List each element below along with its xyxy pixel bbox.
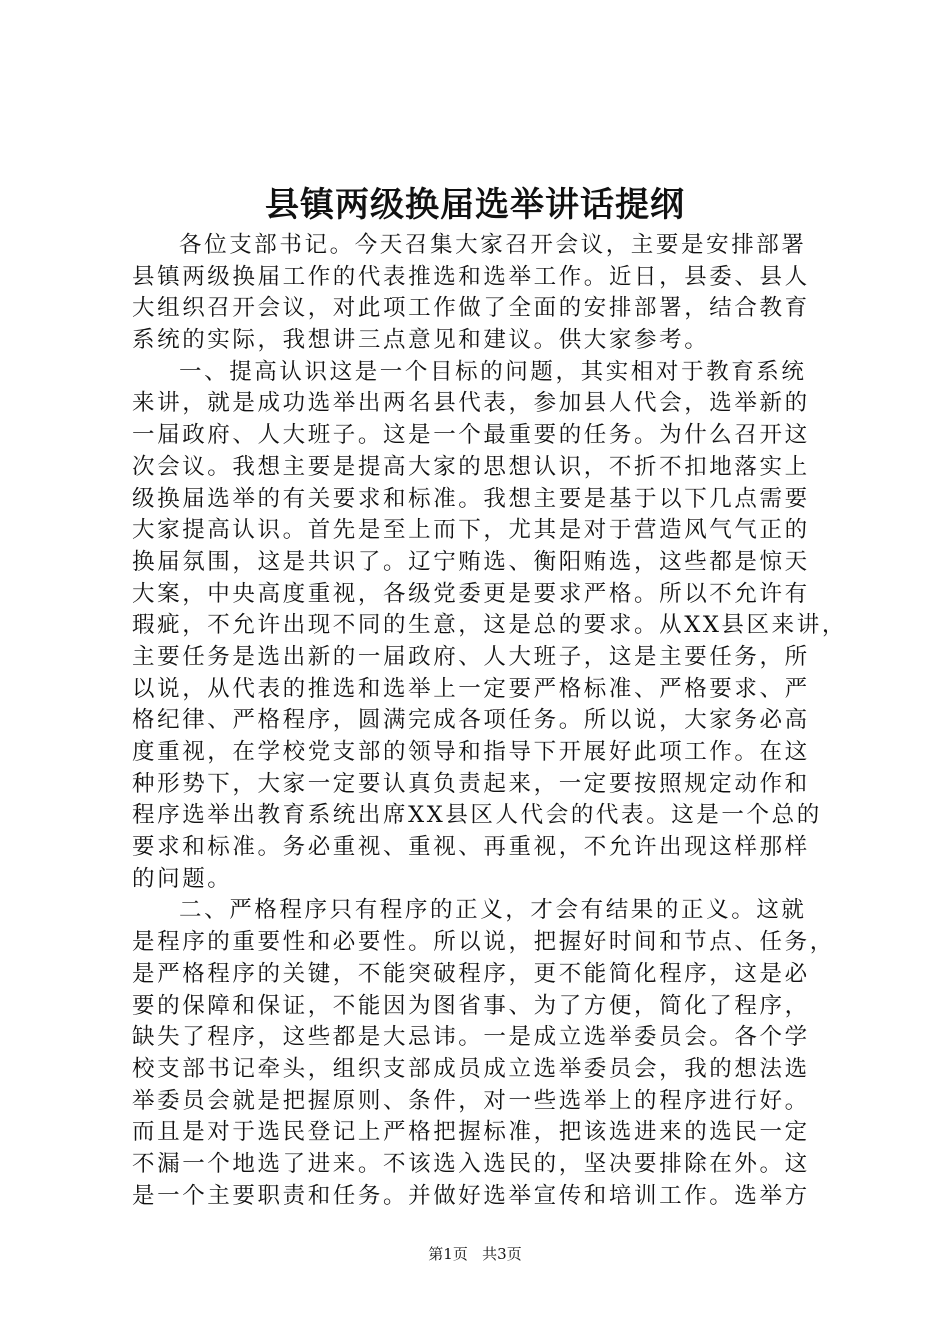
paragraph-line: 换届氛围，这是共识了。辽宁贿选、衡阳贿选，这些都是惊天 [132,548,810,575]
paragraph-line: 种形势下，大家一定要认真负责起来，一定要按照规定动作和 [132,770,810,797]
page-number: 第1页 [428,1245,468,1263]
paragraph-line: 各位支部书记。今天召集大家召开会议，主要是安排部署 [179,232,807,258]
paragraph-line: 大案，中央高度重视，各级党委更是要求严格。所以不允许有 [132,580,810,607]
paragraph-line: 一、提高认识这是一个目标的问题，其实相对于教育系统 [179,358,807,385]
document-body [132,230,847,1212]
paragraph-line: 度重视，在学校党支部的领导和指导下开展好此项工作。在这 [132,739,810,765]
document-title: 县镇两级换届选举讲话提纲 [265,185,685,225]
paragraph-line: 以说，从代表的推选和选举上一定要严格标准、严格要求、严 [132,675,810,702]
paragraph-line: 缺失了程序，这些都是大忌讳。一是成立选举委员会。各个学 [132,1024,810,1051]
paragraph-line: 是严格程序的关键，不能突破程序，更不能简化程序，这是必 [132,960,810,987]
paragraph-line: 举委员会就是把握原则、条件，对一些选举上的程序进行好。 [132,1087,810,1114]
paragraph-line: 县镇两级换届工作的代表推选和选举工作。近日，县委、县人 [132,263,810,290]
paragraph-line: 校支部书记牵头，组织支部成员成立选举委员会，我的想法选 [132,1055,810,1082]
paragraph-line: 程序选举出教育系统出席XX县区人代会的代表。这是一个总的 [132,802,822,829]
paragraph-line: 来讲，就是成功选举出两名县代表，参加县人代会，选举新的 [132,390,810,417]
paragraph-line: 大家提高认识。首先是至上而下，尤其是对于营造风气气正的 [132,517,810,544]
page-footer [0,1244,950,1264]
paragraph-line: 而且是对于选民登记上严格把握标准，把该选进来的选民一定 [132,1119,810,1146]
paragraph-line: 不漏一个地选了进来。不该选入选民的，坚决要排除在外。这 [132,1150,810,1177]
paragraph-line: 瑕疵，不允许出现不同的生意，这是总的要求。从XX县区来讲， [132,612,847,639]
paragraph-line: 系统的实际，我想讲三点意见和建议。供大家参考。 [132,327,710,354]
paragraph-line: 大组织召开会议，对此项工作做了全面的安排部署，结合教育 [132,295,810,322]
paragraph-line: 要求和标准。务必重视、重视、再重视，不允许出现这样那样 [132,834,810,861]
paragraph-line: 次会议。我想主要是提高大家的思想认识，不折不扣地落实上 [132,453,810,480]
page-separator [473,1245,478,1263]
page-total: 共3页 [482,1245,522,1263]
paragraph-line: 是程序的重要性和必要性。所以说，把握好时间和节点、任务， [132,929,835,956]
paragraph-line: 格纪律、严格程序，圆满完成各项任务。所以说，大家务必高 [132,707,810,734]
paragraph-line: 级换届选举的有关要求和标准。我想主要是基于以下几点需要 [132,485,810,512]
paragraph-line: 是一个主要职责和任务。并做好选举宣传和培训工作。选举方 [132,1182,810,1209]
paragraph-line: 主要任务是选出新的一届政府、人大班子，这是主要任务，所 [132,643,810,670]
paragraph-line: 要的保障和保证，不能因为图省事、为了方便，简化了程序， [132,992,810,1019]
paragraph-line: 二、严格程序只有程序的正义，才会有结果的正义。这就 [179,897,807,924]
paragraph-line: 的问题。 [132,865,233,892]
paragraph-line: 一届政府、人大班子。这是一个最重要的任务。为什么召开这 [132,422,810,449]
